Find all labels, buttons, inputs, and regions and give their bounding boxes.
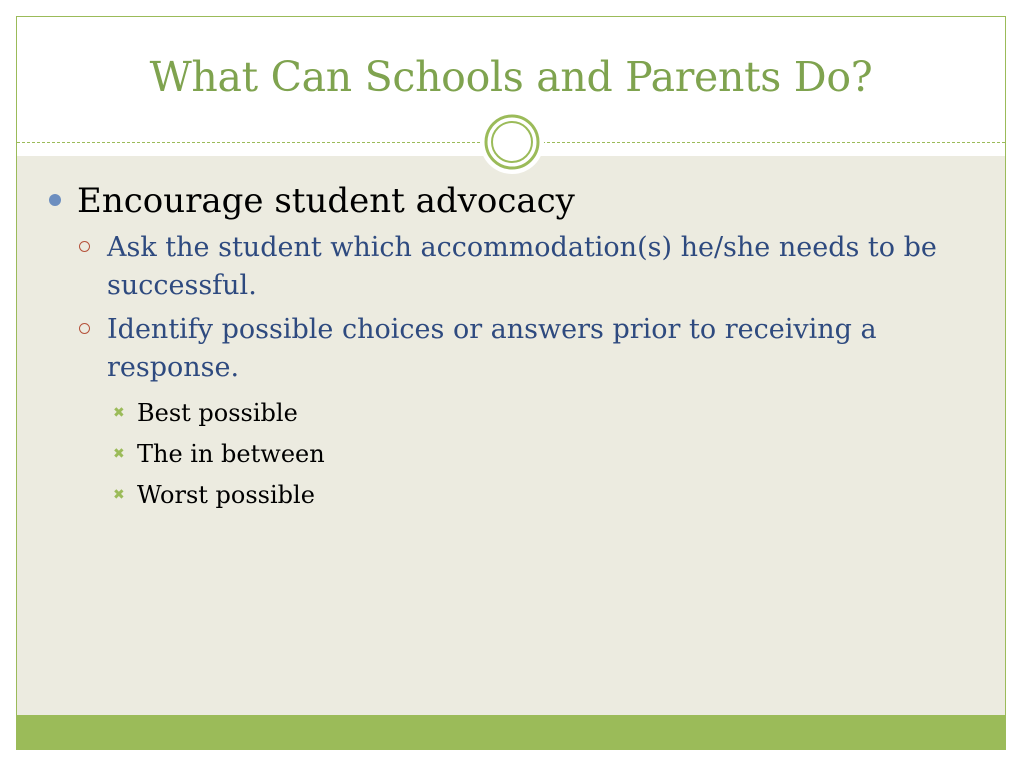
circle-ornament-icon [480, 110, 544, 174]
cross-bullet-icon: ✖ [113, 446, 125, 462]
slide-title: What Can Schools and Parents Do? [149, 53, 873, 101]
sub-sub-bullet-item [107, 393, 965, 434]
slide [16, 16, 1006, 750]
bullet-dot-icon [49, 194, 61, 206]
cross-bullet-icon: ✖ [113, 405, 125, 421]
hollow-circle-bullet-icon [79, 241, 90, 252]
sub-sub-bullet-text: Worst possible [137, 481, 315, 509]
sub-bullet-item [77, 311, 965, 387]
bullet-item [49, 177, 965, 225]
sub-bullet-text: Ask the student which accommodation(s) he/she needs to be successful. [107, 232, 937, 301]
sub-sub-bullet-text: Best possible [137, 399, 298, 427]
sub-sub-bullet-item [107, 434, 965, 475]
hollow-circle-bullet-icon [79, 323, 90, 334]
sub-bullet-item [77, 229, 965, 305]
sub-bullet-text: Identify possible choices or answers prior to receiving a response. [107, 314, 877, 383]
sub-sub-bullet-item [107, 475, 965, 516]
bullet-text: Encourage student advocacy [77, 181, 575, 221]
footer-bar [17, 715, 1005, 749]
sub-sub-bullet-text: The in between [137, 440, 325, 468]
slide-body [49, 177, 965, 516]
cross-bullet-icon: ✖ [113, 487, 125, 503]
